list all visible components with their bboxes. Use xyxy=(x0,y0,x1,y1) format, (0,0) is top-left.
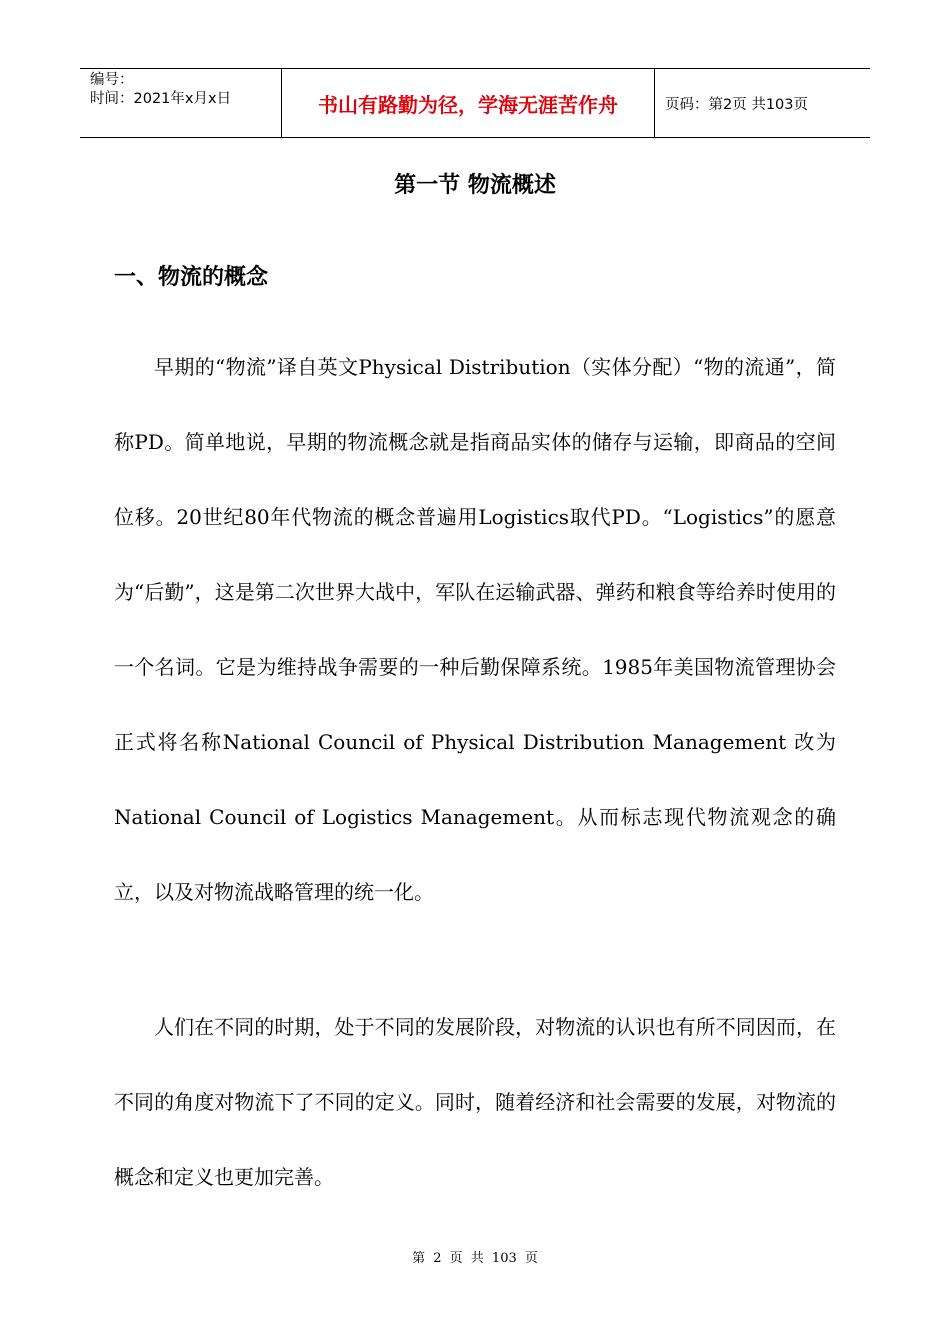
paragraph: 早期的“物流”译自英文Physical Distribution（实体分配）“物的流通”，简称PD。简单地说，早期的物流概念就是指商品实体的储存与运输，即商品的空间位移。20世纪80年代物流的概念普遍用Logistics取代PD。“Logistics”的愿意为“后勤”，这是第二次世界大战中，军队在运输武器、弹药和粮食等给养时使用的一个名词。它是为维持战争需要的一种后勤保障系统。1985年美国物流管理协会正式将名称National Council of Physical Distribution Management 改为 National Council of Logistics Management。从而标志现代物流观念的确立，以及对物流战略管理的统一化。 xyxy=(114,355,836,904)
header-page-info: 页码：第2页 共103页 xyxy=(665,96,809,113)
header-meta xyxy=(80,69,281,137)
body-text-2 xyxy=(114,990,836,1215)
page-header xyxy=(80,68,870,138)
header-motto: 书山有路勤为径，学海无涯苦作舟 xyxy=(281,69,655,137)
section-title: 第一节 物流概述 xyxy=(394,173,556,198)
document-date: 时间：2021年x月x日 xyxy=(90,91,232,107)
paragraph: 人们在不同的时期，处于不同的发展阶段，对物流的认识也有所不同因而，在不同的角度对物流下了不同的定义。同时，随着经济和社会需要的发展，对物流的概念和定义也更加完善。 xyxy=(114,1015,836,1189)
body-text xyxy=(114,330,836,930)
document-number-label: 编号： xyxy=(90,72,134,88)
page-footer: 第 2 页 共 103 页 xyxy=(412,1251,538,1266)
subsection-heading: 一、物流的概念 xyxy=(114,265,269,290)
